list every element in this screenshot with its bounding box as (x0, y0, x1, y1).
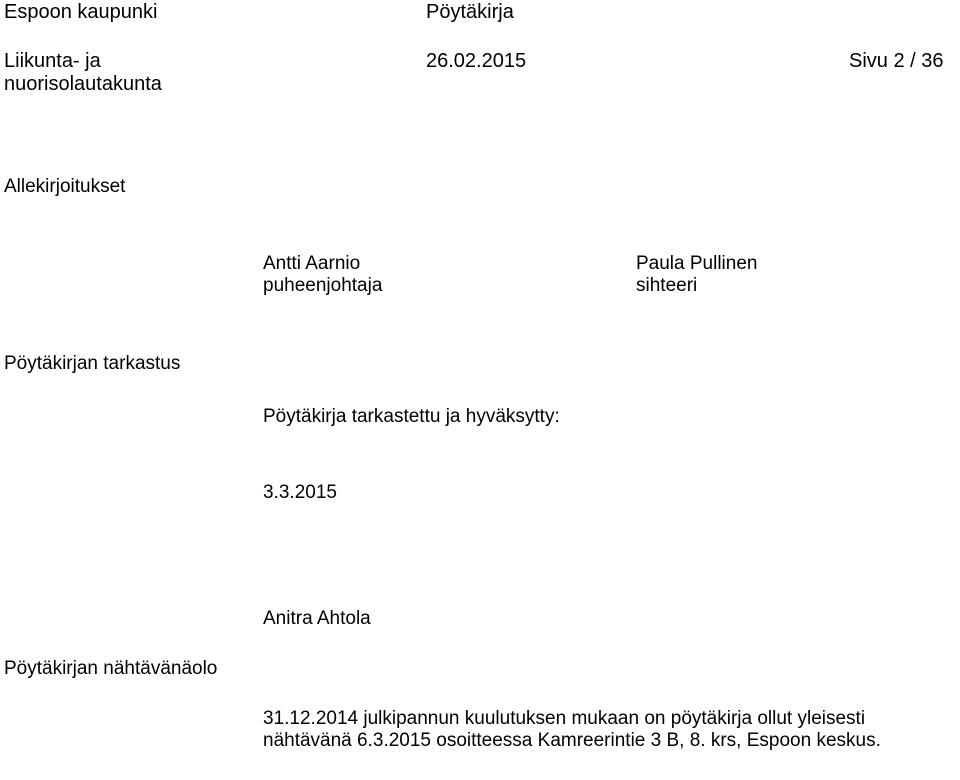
review-date: 3.3.2015 (263, 482, 337, 503)
review-statement: Pöytäkirja tarkastettu ja hyväksytty: (263, 406, 560, 427)
signer-secretary (636, 253, 757, 297)
page-number: Sivu 2 / 36 (849, 50, 944, 72)
signatures-heading: Allekirjoitukset (4, 176, 126, 197)
committee-name-line1: Liikunta- ja (4, 50, 101, 72)
reviewer-name: Anitra Ahtola (263, 608, 371, 629)
signer-chair (263, 253, 382, 297)
signer-name: Antti Aarnio (263, 253, 361, 274)
display-notice: 31.12.2014 julkipannun kuulutuksen mukaan on pöytäkirja ollut yleisesti nähtävänä 6.3.2015 osoitteessa Kamreerintie 3 B, 8. krs, Espoon keskus. (263, 708, 881, 751)
document-type: Pöytäkirja (426, 1, 514, 23)
meeting-date: 26.02.2015 (426, 50, 527, 72)
signer-role: sihteeri (636, 275, 698, 296)
organization-name: Espoon kaupunki (4, 1, 158, 23)
signer-role: puheenjohtaja (263, 275, 383, 296)
signer-name: Paula Pullinen (636, 253, 758, 274)
display-heading: Pöytäkirjan nähtävänäolo (4, 658, 218, 679)
committee-name-line2: nuorisolautakunta (4, 73, 162, 95)
committee-name (4, 50, 162, 96)
review-heading: Pöytäkirjan tarkastus (4, 353, 181, 374)
